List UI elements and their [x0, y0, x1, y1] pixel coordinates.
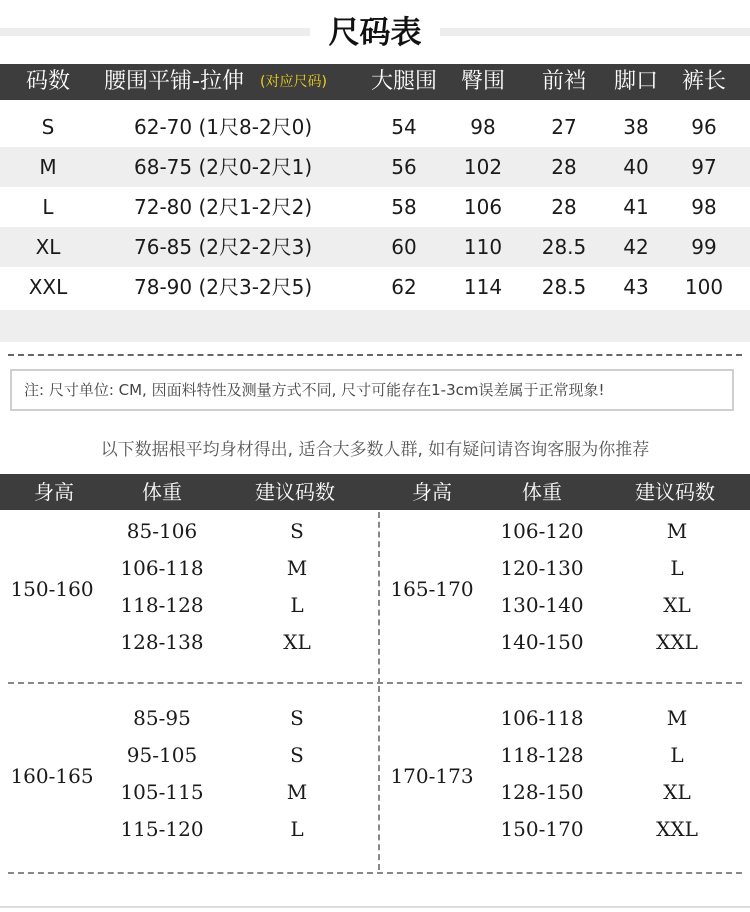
weight-range: 118-128 [500, 743, 584, 767]
header-waist-note: (对应尺码) [260, 74, 327, 90]
suggested-size: L [670, 743, 684, 767]
cell-thigh: 56 [391, 155, 417, 179]
weight-range: 118-128 [120, 593, 204, 617]
cell-front-rise: 28.5 [541, 235, 587, 259]
header-height-1: 身高 [34, 480, 74, 504]
recommend-subtitle: 以下数据根平均身材得出, 适合大多数人群, 如有疑问请咨询客服为你推荐 [100, 440, 650, 460]
suggested-size: XL [663, 780, 691, 804]
weight-range: 120-130 [500, 556, 584, 580]
header-suggest-2: 建议码数 [635, 480, 715, 504]
cell-thigh: 62 [391, 275, 417, 299]
cell-hip: 102 [463, 155, 503, 179]
cell-leg-opening: 42 [623, 235, 649, 259]
header-weight-2: 体重 [522, 480, 562, 504]
vertical-divider-top [378, 512, 380, 684]
header-suggest-1: 建议码数 [255, 480, 335, 504]
cell-waist: 72-80 (2尺1-2尺2) [134, 195, 313, 219]
cell-length: 99 [691, 235, 717, 259]
size-note: 注: 尺寸单位: CM, 因面料特性及测量方式不同, 尺寸可能存在1-3cm误差属于正常现象! [10, 369, 734, 411]
cell-thigh: 54 [391, 115, 417, 139]
suggested-size: XXL [656, 817, 698, 841]
weight-range: 85-106 [126, 519, 198, 543]
cell-front-rise: 28 [551, 155, 577, 179]
suggested-size: XXL [656, 630, 698, 654]
cell-waist: 62-70 (1尺8-2尺0) [134, 115, 313, 139]
suggested-size: XL [283, 630, 311, 654]
weight-range: 130-140 [500, 593, 584, 617]
cell-front-rise: 28 [551, 195, 577, 219]
suggested-size: S [290, 706, 304, 730]
height-range: 150-160 [10, 576, 94, 601]
cell-length: 96 [691, 115, 717, 139]
size-table-row [0, 267, 750, 307]
page-bottom-line [0, 906, 750, 908]
cell-waist: 68-75 (2尺0-2尺1) [134, 155, 313, 179]
weight-range: 85-95 [133, 706, 191, 730]
height-range: 165-170 [390, 576, 474, 601]
cell-leg-opening: 43 [623, 275, 649, 299]
weight-range: 106-118 [500, 706, 584, 730]
cell-length: 100 [684, 275, 724, 299]
cell-hip: 98 [470, 115, 496, 139]
horizontal-divider-bottom [8, 872, 742, 874]
header-thigh: 大腿围 [370, 69, 437, 94]
suggested-size: M [666, 519, 688, 543]
suggested-size: XL [663, 593, 691, 617]
weight-range: 95-105 [126, 743, 198, 767]
cell-size: XXL [28, 275, 68, 299]
cell-size: XL [35, 235, 61, 259]
divider [8, 354, 742, 356]
suggested-size: S [290, 519, 304, 543]
header-front-rise: 前裆 [541, 69, 586, 94]
cell-waist: 78-90 (2尺3-2尺5) [134, 275, 313, 299]
cell-size: L [42, 195, 54, 219]
cell-hip: 114 [463, 275, 503, 299]
cell-size: S [41, 115, 55, 139]
size-table-row [0, 147, 750, 187]
suggested-size: L [670, 556, 684, 580]
size-table-header [0, 64, 750, 100]
weight-range: 105-115 [120, 780, 204, 804]
cell-length: 98 [691, 195, 717, 219]
cell-hip: 110 [463, 235, 503, 259]
height-range: 170-173 [390, 763, 474, 788]
cell-front-rise: 27 [551, 115, 577, 139]
size-table-row [0, 107, 750, 147]
weight-range: 150-170 [500, 817, 584, 841]
header-leg-opening: 脚口 [613, 69, 658, 94]
cell-hip: 106 [463, 195, 503, 219]
header-waist: 腰围平铺-拉伸 [104, 69, 244, 94]
weight-range: 106-118 [120, 556, 204, 580]
cell-front-rise: 28.5 [541, 275, 587, 299]
header-length: 裤长 [681, 69, 726, 94]
weight-range: 128-150 [500, 780, 584, 804]
cell-leg-opening: 40 [623, 155, 649, 179]
cell-size: M [39, 155, 57, 179]
height-range: 160-165 [10, 763, 94, 788]
weight-range: 106-120 [500, 519, 584, 543]
suggested-size: S [290, 743, 304, 767]
cell-length: 97 [691, 155, 717, 179]
suggested-size: L [290, 817, 304, 841]
suggested-size: M [286, 556, 308, 580]
weight-range: 140-150 [500, 630, 584, 654]
header-weight-1: 体重 [142, 480, 182, 504]
cell-waist: 76-85 (2尺2-2尺3) [134, 235, 313, 259]
size-table-row [0, 227, 750, 267]
header-height-2: 身高 [412, 480, 452, 504]
suggested-size: M [666, 706, 688, 730]
cell-leg-opening: 41 [623, 195, 649, 219]
header-hip: 臀围 [460, 69, 505, 94]
horizontal-divider-middle [8, 682, 742, 684]
weight-range: 128-138 [120, 630, 204, 654]
suggested-size: M [286, 780, 308, 804]
size-table-row [0, 187, 750, 227]
recommend-table-header [0, 474, 750, 510]
suggested-size: L [290, 593, 304, 617]
weight-range: 115-120 [120, 817, 204, 841]
vertical-divider-bottom [378, 686, 380, 870]
cell-leg-opening: 38 [623, 115, 649, 139]
page-title: 尺码表 [310, 10, 440, 56]
cell-thigh: 58 [391, 195, 417, 219]
header-size: 码数 [25, 69, 70, 94]
size-table-spacer [0, 310, 750, 342]
cell-thigh: 60 [391, 235, 417, 259]
